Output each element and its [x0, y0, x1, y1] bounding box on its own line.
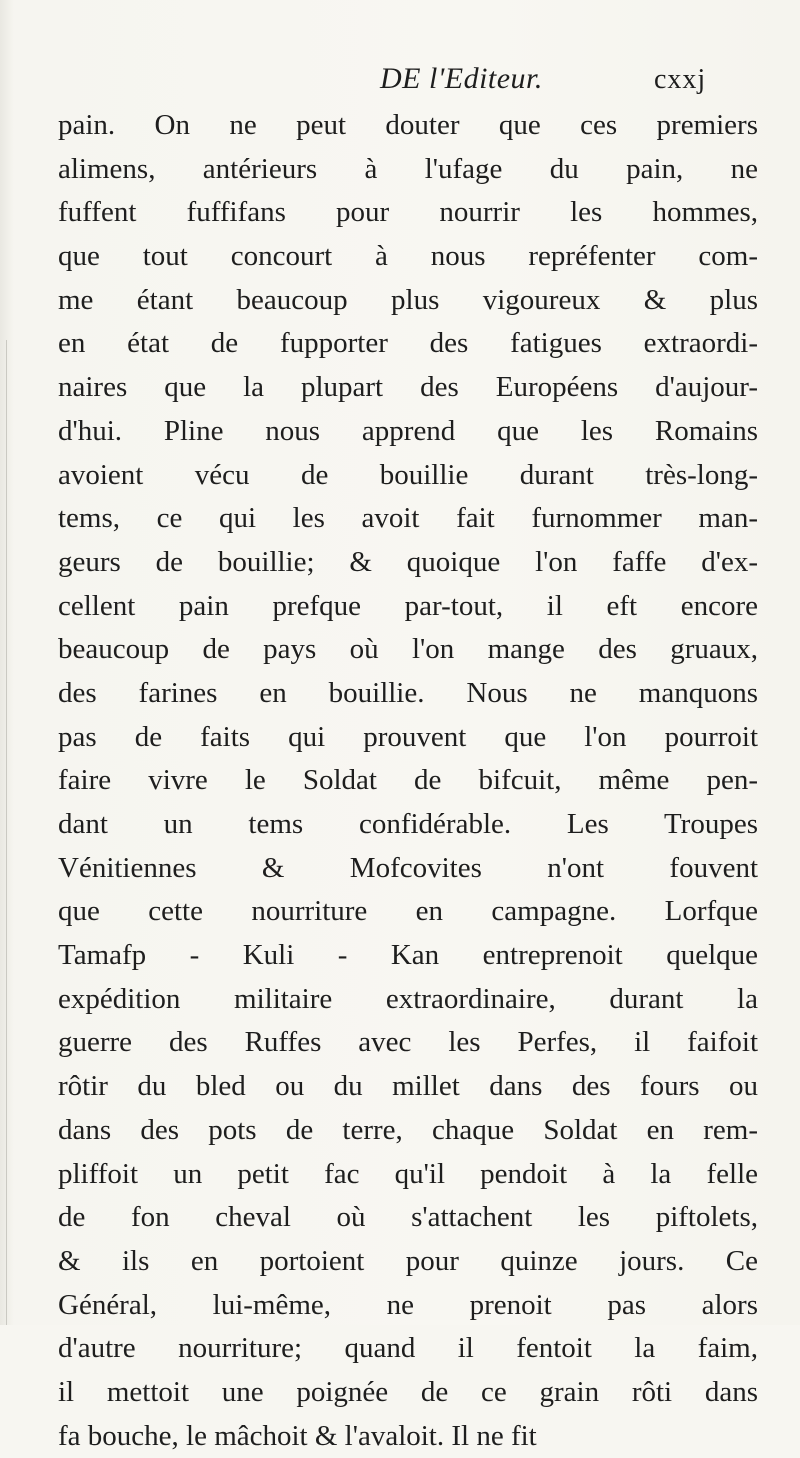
body-text [58, 104, 758, 1458]
text-line: tems, ce qui les avoit fait furnommer man- [58, 502, 758, 535]
page-header [0, 62, 800, 102]
text-line: faire vivre le Soldat de bifcuit, même pen- [58, 764, 758, 797]
text-line: pain. On ne peut douter que ces premiers [58, 109, 758, 141]
text-line: rôtir du bled ou du millet dans des fours ou [58, 1070, 758, 1103]
text-line: de fon cheval où s'attachent les piftolets, [58, 1201, 758, 1234]
text-line: beaucoup de pays où l'on mange des gruaux, [58, 633, 758, 666]
page-number: cxxj [654, 64, 707, 95]
text-line: alimens, antérieurs à l'ufage du pain, ne [58, 152, 758, 185]
text-line: naires que la plupart des Européens d'aujour- [58, 371, 758, 404]
text-line: fuffent fuffifans pour nourrir les hommes, [58, 196, 758, 229]
text-line: cellent pain prefque par-tout, il eft encore [58, 589, 758, 622]
text-line: geurs de bouillie; & quoique l'on faffe d'ex- [58, 545, 758, 578]
text-line: d'autre nourriture; quand il fentoit la faim, [58, 1332, 758, 1365]
text-line: Général, lui-même, ne prenoit pas alors [58, 1288, 758, 1321]
text-line: que cette nourriture en campagne. Lorfque [58, 895, 758, 928]
text-line: que tout concourt à nous repréfenter com- [58, 240, 758, 273]
text-line: avoient vécu de bouillie durant très-long- [58, 458, 758, 491]
text-line: d'hui. Pline nous apprend que les Romains [58, 414, 758, 447]
text-line: fa bouche, le mâchoit & l'avaloit. Il ne fit [58, 1419, 537, 1452]
running-head: DE l'Editeur. [380, 62, 543, 95]
text-line: dant un tems confidérable. Les Troupes [58, 808, 758, 840]
text-line: me étant beaucoup plus vigoureux & plus [58, 283, 758, 316]
page-gutter-edge [6, 340, 7, 1325]
text-line: dans des pots de terre, chaque Soldat en rem- [58, 1113, 758, 1146]
text-line: pliffoit un petit fac qu'il pendoit à la felle [58, 1157, 758, 1190]
text-line: Tamafp - Kuli - Kan entreprenoit quelque [58, 939, 758, 972]
text-line: expédition militaire extraordinaire, durant la [58, 982, 758, 1015]
text-line: guerre des Ruffes avec les Perfes, il faifoit [58, 1026, 758, 1059]
text-line: & ils en portoient pour quinze jours. Ce [58, 1244, 758, 1277]
text-line: des farines en bouillie. Nous ne manquons [58, 676, 758, 709]
text-line: en état de fupporter des fatigues extraordi- [58, 327, 758, 360]
text-line: il mettoit une poignée de ce grain rôti dans [58, 1375, 758, 1408]
text-line: pas de faits qui prouvent que l'on pourroit [58, 720, 758, 753]
text-line: Vénitiennes & Mofcovites n'ont fouvent [58, 851, 758, 884]
